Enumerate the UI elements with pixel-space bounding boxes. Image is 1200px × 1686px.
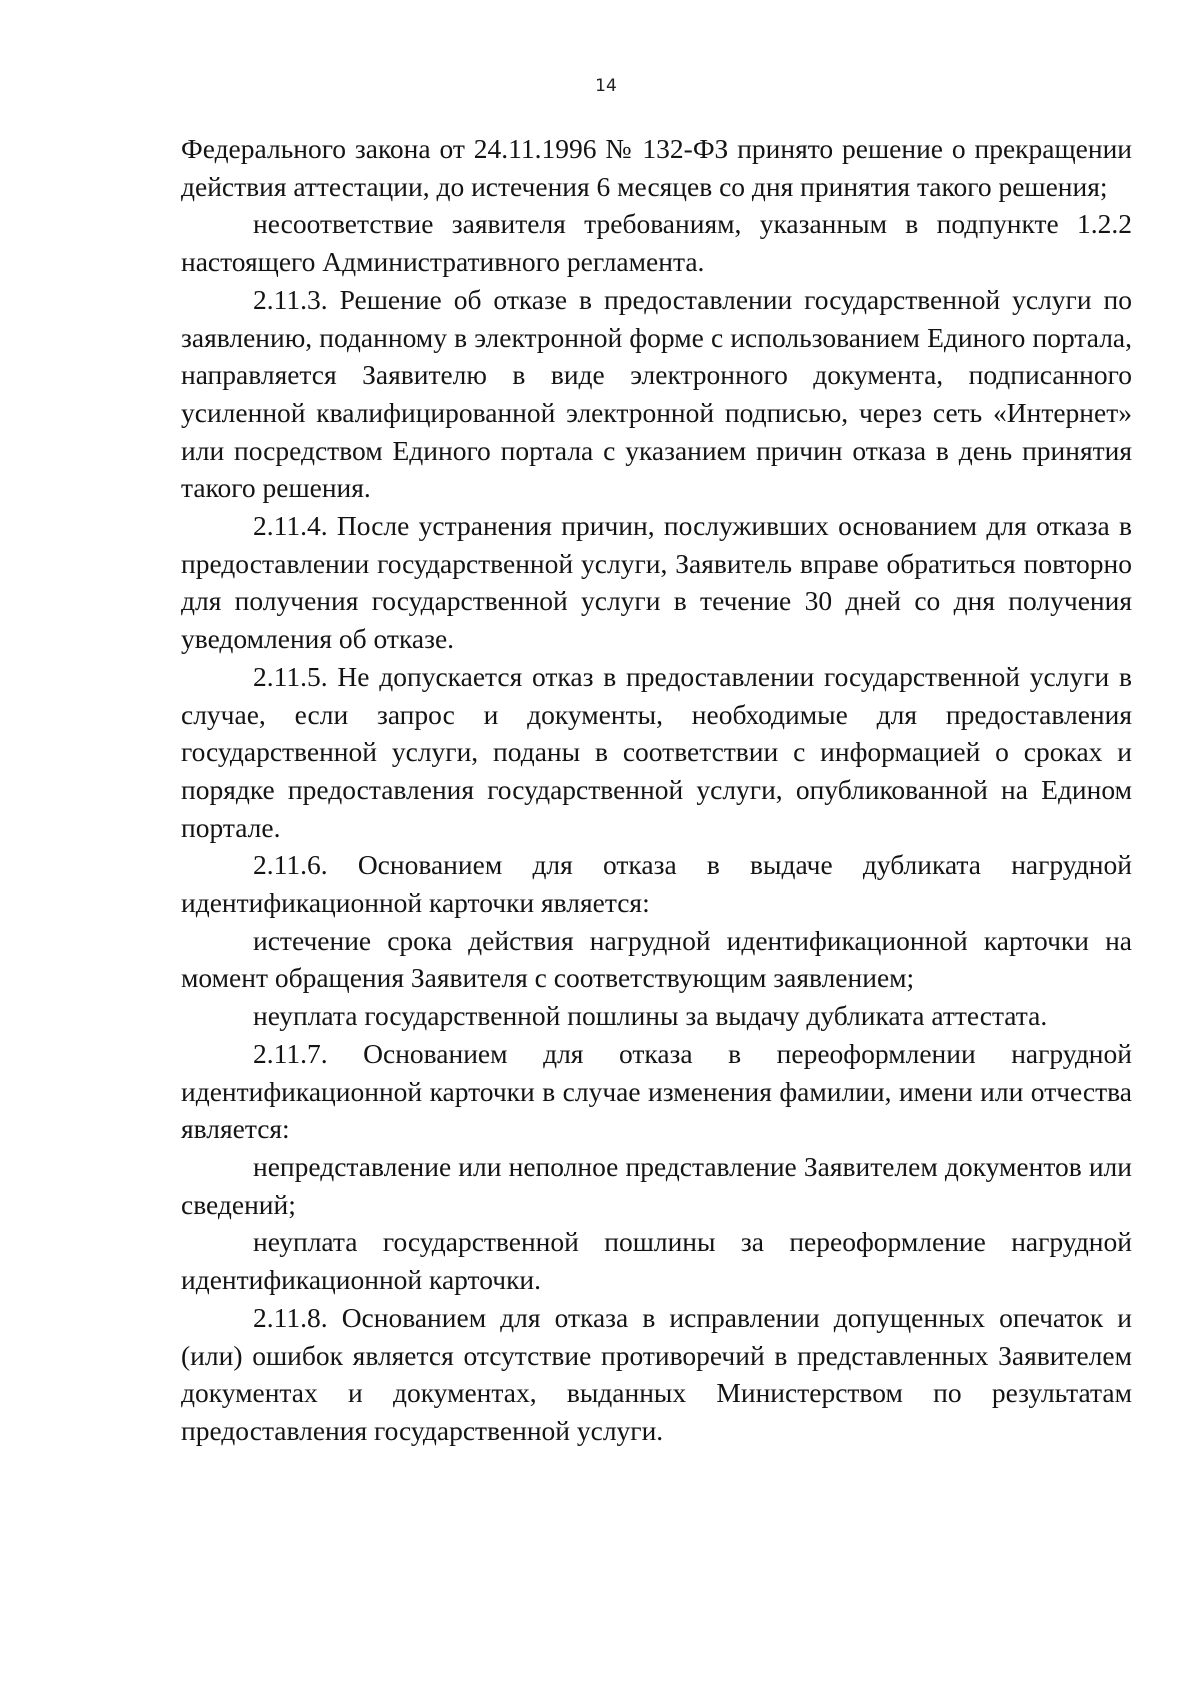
paragraph: 2.11.3. Решение об отказе в предоставлении государственной услуги по заявлению, поданному в электронной форме с использованием Единого портала, направляется Заявителю в виде электронного документа, подписанного усиленной квалифицированной электронной подписью, через сеть «Интернет» или посредством Единого портала с указанием причин отказа в день принятия такого решения. [181,283,1132,504]
paragraph: Федерального закона от 24.11.1996 № 132-ФЗ принято решение о прекращении действия аттестации, до истечения 6 месяцев со дня принятия такого решения; [181,133,1132,202]
paragraph: истечение срока действия нагрудной идентификационной карточки на момент обращения Заявителя с соответствующим заявлением; [181,924,1132,994]
paragraph: 2.11.5. Не допускается отказ в предоставлении государственной услуги в случае, если запрос и документы, необходимые для предоставления государственной услуги, поданы в соответствии с информацией о сроках и порядке предоставления государственной услуги, опубликованной на Едином портале. [181,660,1132,843]
page-number: 14 [595,76,617,96]
paragraph: неуплата государственной пошлины за переоформление нагрудной идентификационной карточки. [181,1226,1132,1296]
paragraph: непредставление или неполное представление Заявителем документов или сведений; [181,1150,1132,1220]
paragraph: 2.11.8. Основанием для отказа в исправлении допущенных опечаток и (или) ошибок является отсутствие противоречий в представленных Заявителем документах и документах, выданных Министерством по результатам предоставления государственной услуги. [181,1301,1132,1446]
paragraph: 2.11.7. Основанием для отказа в переоформлении нагрудной идентификационной карточки в случае изменения фамилии, имени или отчества является: [181,1037,1132,1145]
paragraph: неуплата государственной пошлины за выдачу дубликата аттестата. [253,1000,1048,1032]
paragraph: 2.11.4. После устранения причин, послуживших основанием для отказа в предоставлении государственной услуги, Заявитель вправе обратиться повторно для получения государственной услуги в течение 30 дней со дня получения уведомления об отказе. [181,510,1132,655]
paragraph: несоответствие заявителя требованиям, указанным в подпункте 1.2.2 настоящего Административного регламента. [181,208,1132,278]
document-body [181,130,1132,1450]
paragraph: 2.11.6. Основанием для отказа в выдаче дубликата нагрудной идентификационной карточки является: [181,849,1132,919]
